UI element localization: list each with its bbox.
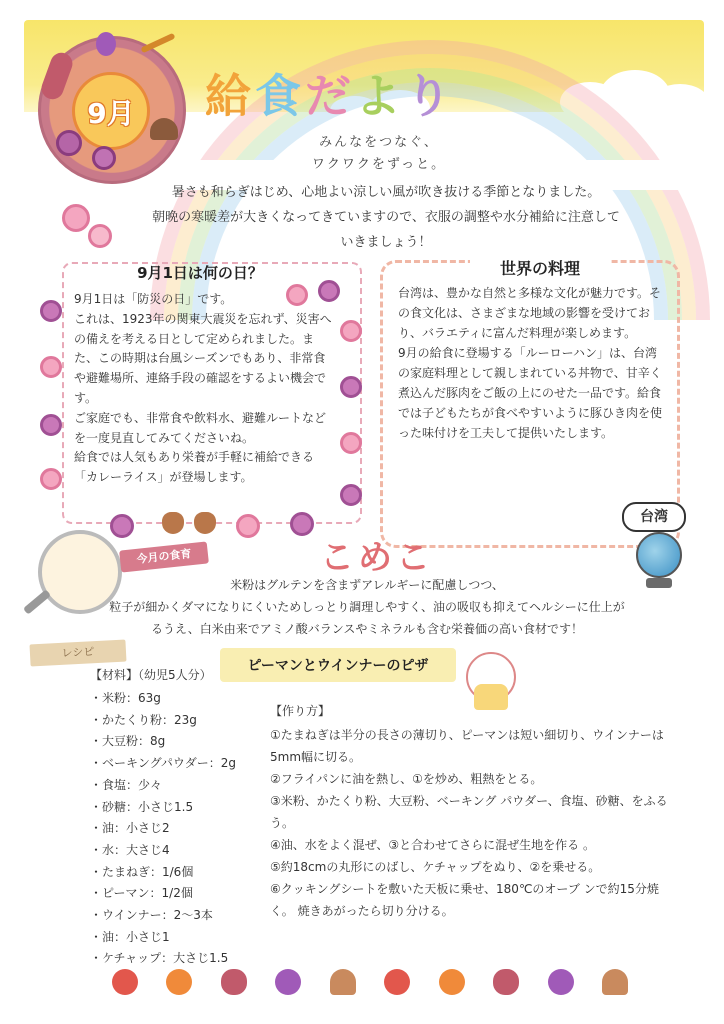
intro-line: 朝晩の寒暖差が大きくなってきていますので、衣服の調整や水分補給に注意して [152, 210, 620, 225]
paragraph: ご家庭でも、非常食や飲料水、避難ルートなどを一度見直してみてくださいね。 [74, 410, 327, 445]
mushroom-icon [330, 969, 356, 995]
list-item: ・砂糖：小さじ1.5 [90, 799, 194, 814]
subtitle [294, 132, 464, 176]
food-line: るうえ、白米由来でアミノ酸バランスやミネラルも含む栄養価の高い食材です！ [150, 622, 583, 636]
list-item: ・大豆粉：8g [90, 734, 166, 749]
list-item: ・たまねぎ：1/6個 [90, 864, 194, 879]
cosmos-flower-icon [340, 320, 362, 342]
recipe-tag: レシピ [29, 640, 126, 667]
world-cuisine-title: 世界の料理 [470, 256, 610, 279]
intro-text [96, 180, 676, 255]
list-item: ・ウインナー：2〜3本 [90, 908, 213, 923]
acorn-icon [162, 512, 184, 534]
paragraph: 台湾は、豊かな自然と多様な文化が魅力です。その食文化は、さまざまな地域の影響を受けており、バラエティに富んだ料理が楽しめます。 [398, 286, 662, 340]
intro-line: いきましょう！ [340, 235, 432, 250]
mushroom-icon [602, 969, 628, 995]
apple-icon [112, 969, 138, 995]
sweet-potato-icon [221, 969, 247, 995]
cosmos-flower-icon [340, 484, 362, 506]
newsletter-title [205, 60, 455, 126]
cosmos-flower-icon [88, 224, 112, 248]
magnifier-handle [23, 589, 51, 614]
list-item: ・ケチャップ：大さじ1.5 [90, 951, 229, 966]
list-item: ⑥クッキングシートを敷いた天板に乗せ、180℃のオーブ ンで約15分焼く。 焼きあがったら切り分ける。 [270, 882, 659, 918]
grape-icon [548, 969, 574, 995]
paragraph: 給食では人気もあり栄養が手軽に補給できる「カレーライス」が登場します。 [74, 450, 315, 485]
list-item: ②フライパンに油を熱し、①を炒め、粗熱をとる。 [270, 772, 543, 786]
grape-icon [96, 32, 116, 56]
cosmos-flower-icon [340, 376, 362, 398]
grape-icon [275, 969, 301, 995]
cosmos-flower-icon [340, 432, 362, 454]
food-line: 米粉はグルテンを含まずアレルギーに配慮しつつ、 [230, 578, 504, 592]
steps-heading: 【作り方】 [270, 704, 331, 718]
ingredients-list [90, 688, 270, 970]
cosmos-flower-icon [110, 514, 134, 538]
list-item: ・ピーマン：1/2個 [90, 886, 193, 901]
mushroom-icon [150, 118, 178, 140]
world-cuisine-body [398, 283, 668, 443]
list-item: ④油、水をよく混ぜ、③と合わせてさらに混ぜ生地を作る 。 [270, 838, 595, 852]
food-education-ribbon: 今月の食育 [119, 541, 209, 572]
list-item: ・油：小さじ1 [90, 929, 170, 944]
subtitle-line: みんなをつなぐ、 [319, 135, 439, 150]
cosmos-flower-icon [40, 414, 62, 436]
cloud-decoration [650, 84, 710, 124]
cosmos-flower-icon [62, 204, 90, 232]
month-label: 9月 [87, 97, 135, 130]
intro-line: 暑さも和らぎはじめ、心地よい涼しい風が吹き抜ける季節となりました。 [171, 185, 601, 200]
bottom-decoration-row [112, 966, 628, 998]
list-item: ・ベーキングパウダー：2g [90, 756, 237, 771]
cosmos-flower-icon [92, 146, 116, 170]
sweet-potato-icon [493, 969, 519, 995]
persimmon-icon [439, 969, 465, 995]
subtitle-line: ワクワクをずっと。 [311, 157, 447, 172]
list-item: ・かたくり粉：23g [90, 712, 197, 727]
cosmos-flower-icon [56, 130, 82, 156]
cosmos-flower-icon [40, 300, 62, 322]
list-item: ・水：大さじ4 [90, 842, 170, 857]
title-char: り [405, 69, 455, 123]
list-item: ・食塩：少々 [90, 777, 163, 792]
paragraph: 9月の給食に登場する「ルーローハン」は、台湾の家庭料理として親しまれている丼物で、甘辛く煮込んだ豚肉をご飯の上にのせた一品です。給食では子どもたちが食べやすいように豚ひき肉を使った味付けを工夫して提供いたします。 [398, 346, 663, 440]
title-char: 給 [205, 69, 255, 123]
list-item: ・米粉：63g [90, 691, 161, 705]
globe-icon [636, 532, 682, 578]
disaster-day-title: 9月1日は何の日？ [137, 264, 263, 282]
paragraph: これは、1923年の関東大震災を忘れず、災害への備えを考える日として定められました。また、この時期は台風シーズンでもあり、非常食や避難場所、連絡手段の確認をするよい機会です。 [74, 311, 332, 405]
steps-list [270, 724, 674, 922]
featured-food-description [62, 574, 672, 640]
persimmon-icon [166, 969, 192, 995]
list-item: ⑤約18cmの丸形にのばし、ケチャップをぬり、②を乗せる。 [270, 860, 601, 874]
list-item: ①たまねぎは半分の長さの薄切り、ピーマンは短い細切り、ウインナーは5mm幅に切る。 [270, 728, 664, 764]
cosmos-flower-icon [40, 356, 62, 378]
apple-icon [384, 969, 410, 995]
recipe-title: ピーマンとウインナーのピザ [247, 658, 429, 674]
title-char: だ [305, 69, 355, 123]
list-item: ③米粉、かたくり粉、大豆粉、ベーキング パウダー、食塩、砂糖、をふるう。 [270, 794, 668, 830]
food-line: 粒子が細かくダマになりにくいためしっとり調理しやすく、油の吸収も抑えてヘルシーに仕上が [109, 600, 625, 614]
title-char: 食 [255, 69, 305, 123]
taiwan-label: 台湾 [622, 502, 686, 532]
acorn-icon [194, 512, 216, 534]
disaster-day-body [74, 290, 336, 488]
cosmos-flower-icon [236, 514, 260, 538]
cosmos-flower-icon [40, 468, 62, 490]
list-item: ・油：小さじ2 [90, 821, 170, 836]
chef-body [474, 684, 508, 710]
featured-food-name: こめこ [320, 538, 434, 578]
paragraph: 9月1日は「防災の日」です。 [74, 292, 233, 306]
cosmos-flower-icon [290, 512, 314, 536]
ingredients-heading: 【材料】（幼児5人分） [90, 668, 212, 682]
title-char: よ [355, 69, 405, 123]
